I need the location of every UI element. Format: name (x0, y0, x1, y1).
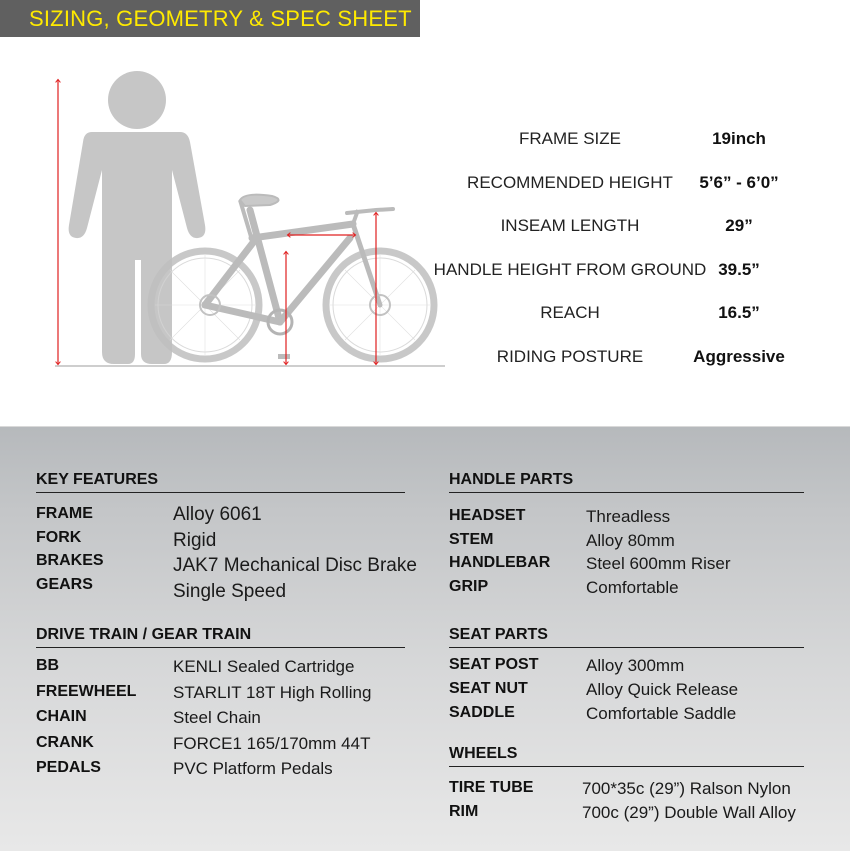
geometry-value: 16.5” (718, 303, 760, 322)
spec-key: CRANK (36, 734, 94, 751)
spec-value: Threadless (586, 507, 671, 526)
spec-value: Single Speed (173, 581, 287, 602)
spec-value: JAK7 Mechanical Disc Brake (173, 555, 417, 576)
sizing-illustration (40, 60, 460, 380)
spec-key: SADDLE (449, 704, 515, 721)
spec-value: Steel 600mm Riser (586, 554, 731, 573)
geometry-label: RECOMMENDED HEIGHT (467, 173, 673, 192)
section-title: SEAT PARTS (449, 624, 804, 648)
spec-key: FRAME (36, 505, 93, 522)
geometry-value: 39.5” (718, 260, 760, 279)
spec-value: Alloy 300mm (586, 656, 685, 675)
spec-key: BB (36, 657, 60, 674)
spec-value: FORCE1 165/170mm 44T (173, 734, 371, 753)
geometry-value: 29” (725, 216, 753, 235)
section-handle-parts (449, 469, 804, 609)
section-drive-train (36, 624, 405, 784)
geometry-row-inseam-length (430, 216, 830, 240)
geometry-label: HANDLE HEIGHT FROM GROUND (433, 260, 707, 279)
spec-value: Steel Chain (173, 708, 261, 727)
spec-value: 700*35c (29”) Ralson Nylon (582, 779, 791, 798)
geometry-label: RIDING POSTURE (496, 347, 644, 366)
spec-value: Alloy 80mm (586, 531, 675, 550)
page-title: SIZING, GEOMETRY & SPEC SHEET (29, 5, 412, 31)
spec-value: STARLIT 18T High Rolling (173, 683, 372, 702)
section-key-features (36, 469, 417, 609)
geometry-row-recommended-height (430, 173, 830, 197)
geometry-row-riding-posture (430, 347, 830, 371)
spec-key: TIRE TUBE (449, 779, 534, 796)
spec-key: STEM (449, 531, 494, 548)
section-seat-parts (449, 624, 804, 734)
spec-key: SEAT NUT (449, 680, 528, 697)
person-silhouette-icon (69, 71, 206, 364)
geometry-label: FRAME SIZE (518, 129, 622, 148)
page-title-banner (0, 0, 420, 37)
spec-value: Alloy 6061 (173, 504, 262, 525)
section-title: WHEELS (449, 743, 804, 767)
spec-key: HEADSET (449, 507, 526, 524)
geometry-label: REACH (540, 303, 600, 322)
spec-key: GRIP (449, 578, 489, 595)
section-title: HANDLE PARTS (449, 469, 804, 493)
section-wheels (449, 743, 804, 833)
spec-value: Comfortable Saddle (586, 704, 737, 723)
geometry-value: 5’6” - 6’0” (699, 173, 779, 192)
spec-key: HANDLEBAR (449, 554, 551, 571)
spec-key: GEARS (36, 576, 93, 593)
geometry-value: Aggressive (693, 347, 785, 366)
spec-key: FREEWHEEL (36, 683, 137, 700)
section-title: DRIVE TRAIN / GEAR TRAIN (36, 624, 405, 648)
spec-value: Alloy Quick Release (586, 680, 739, 699)
geometry-value: 19inch (712, 129, 766, 148)
geometry-row-reach (430, 303, 830, 327)
spec-key: CHAIN (36, 708, 87, 725)
geometry-row-handle-height (430, 260, 830, 284)
spec-key: RIM (449, 803, 479, 820)
section-title: KEY FEATURES (36, 469, 405, 493)
geometry-label: INSEAM LENGTH (500, 216, 640, 235)
spec-value: KENLI Sealed Cartridge (173, 657, 355, 676)
geometry-row-frame-size (430, 129, 830, 153)
spec-value: 700c (29”) Double Wall Alloy (582, 803, 796, 822)
spec-value: Comfortable (586, 578, 679, 597)
spec-key: SEAT POST (449, 656, 539, 673)
spec-panel (0, 426, 850, 851)
spec-key: PEDALS (36, 759, 101, 776)
spec-value: PVC Platform Pedals (173, 759, 333, 778)
bike-brand-text: otto (288, 259, 323, 295)
spec-key: BRAKES (36, 552, 104, 569)
spec-value: Rigid (173, 530, 217, 551)
spec-key: FORK (36, 529, 82, 546)
